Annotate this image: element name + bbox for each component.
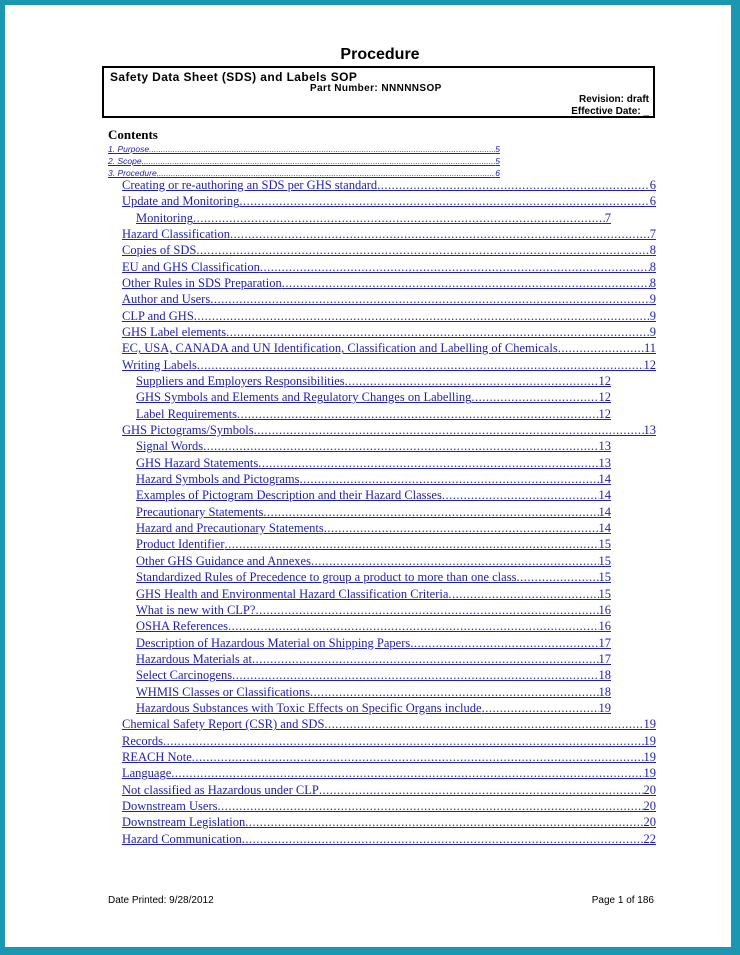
toc-entry[interactable]	[122, 324, 656, 340]
toc-entry-page: 15	[598, 553, 611, 568]
dot-leader	[171, 765, 643, 781]
toc-entry-title: EC, USA, CANADA and UN Identification, Classification and Labelling of Chemicals	[122, 341, 558, 356]
toc-subentry[interactable]	[136, 569, 611, 585]
toc-entry-page: 19	[598, 700, 611, 715]
toc-entry-title: Standardized Rules of Precedence to group a product to more than one class	[136, 570, 517, 585]
toc-entry-title: Chemical Safety Report (CSR) and SDS	[122, 717, 325, 732]
toc-entry[interactable]	[122, 716, 656, 732]
toc-entry-title: Creating or re-authoring an SDS per GHS standard	[122, 178, 378, 192]
dot-leader	[217, 798, 643, 814]
toc-entry-title: EU and GHS Classification	[122, 259, 260, 274]
document-page	[5, 5, 731, 947]
dot-leader	[442, 487, 599, 503]
dot-leader	[255, 602, 598, 618]
toc-subentry[interactable]	[136, 635, 611, 651]
toc-entry-page: 15	[598, 586, 611, 601]
toc-entry-page: 20	[643, 815, 656, 830]
dot-leader	[558, 340, 644, 356]
dot-leader	[252, 651, 599, 667]
effective-date: Effective Date: _	[571, 106, 649, 117]
dot-leader	[232, 667, 598, 683]
dot-leader	[300, 471, 599, 487]
toc-link-title: 3. Procedure	[108, 168, 157, 178]
dot-leader	[377, 177, 650, 193]
dot-leader	[263, 504, 598, 520]
toc-subentry[interactable]	[136, 684, 611, 700]
toc-entry-page: 12	[598, 374, 611, 389]
contents-heading: Contents	[108, 127, 158, 142]
toc-entry[interactable]	[122, 798, 656, 814]
toc-entry-page: 8	[649, 276, 656, 291]
toc-subentry[interactable]	[136, 504, 611, 520]
toc-link-page: 5	[495, 144, 500, 154]
toc-entry-title: CLP and GHS	[122, 308, 194, 323]
toc-entry-page: 12	[598, 390, 611, 405]
toc-link-title: 1. Purpose	[108, 144, 150, 154]
toc-entry-page: 13	[598, 455, 611, 470]
toc-entry-title: Suppliers and Employers Responsibilities	[136, 374, 345, 389]
toc-link-page: 5	[495, 156, 500, 166]
toc-entry-title: Monitoring	[136, 210, 193, 225]
toc-entry-page: 9	[649, 292, 656, 307]
toc-entry-title: GHS Pictograms/Symbols	[122, 423, 254, 438]
dot-leader	[203, 438, 598, 454]
toc-subentry[interactable]	[136, 602, 611, 618]
toc-entry-page: 13	[643, 423, 656, 438]
toc-entry[interactable]	[122, 193, 656, 209]
dot-leader	[197, 357, 644, 373]
dot-leader	[239, 193, 649, 209]
toc-entry-title: REACH Note	[122, 749, 192, 764]
dot-leader	[319, 782, 644, 798]
toc-entry-page: 15	[598, 537, 611, 552]
toc-entry-title: GHS Symbols and Elements and Regulatory Changes on Labelling	[136, 390, 472, 405]
toc-entry-title: Language	[122, 766, 172, 781]
toc-entry-page: 15	[598, 570, 611, 585]
toc-subentry[interactable]	[136, 471, 611, 487]
toc-entry[interactable]	[122, 275, 656, 291]
toc-entry-page: 22	[643, 831, 656, 846]
page-number: Page 1 of 186	[591, 895, 654, 906]
toc-entry-page: 7	[649, 227, 656, 242]
toc-subentry[interactable]	[136, 373, 611, 389]
toc-subentry[interactable]	[136, 438, 611, 454]
dot-leader	[448, 586, 598, 602]
toc-entry-title: Product Identifier	[136, 537, 225, 552]
dot-leader	[142, 155, 496, 167]
toc-entry-title: Not classified as Hazardous under CLP	[122, 782, 319, 797]
toc-entry[interactable]	[122, 422, 656, 438]
dot-leader	[482, 700, 599, 716]
toc-entry-title: GHS Hazard Statements	[136, 455, 259, 470]
toc-entry-title: WHMIS Classes or Classifications	[136, 684, 310, 699]
dot-leader	[149, 143, 495, 155]
toc-entry-title: Copies of SDS	[122, 243, 197, 258]
toc-entry-title: Update and Monitoring	[122, 194, 240, 209]
toc-entry-page: 20	[643, 798, 656, 813]
toc-subentry[interactable]	[136, 406, 611, 422]
dot-leader	[410, 635, 598, 651]
toc-entry-page: 7	[604, 210, 611, 225]
date-printed: Date Printed: 9/28/2012	[108, 895, 214, 906]
numbered-toc-list	[108, 143, 500, 179]
dot-leader	[311, 553, 599, 569]
toc-entry-page: 11	[643, 341, 656, 356]
toc-subentry[interactable]	[136, 520, 611, 536]
toc-entry-title: What is new with CLP?	[136, 602, 256, 617]
dot-leader	[230, 226, 650, 242]
dot-leader	[245, 814, 643, 830]
dot-leader	[516, 569, 598, 585]
toc-entry-title: Select Carcinogens	[136, 668, 233, 683]
toc-subentry[interactable]	[136, 455, 611, 471]
toc-entry[interactable]	[122, 226, 656, 242]
dot-leader	[228, 618, 599, 634]
toc-entry-page: 12	[598, 406, 611, 421]
toc-entry-page: 16	[598, 619, 611, 634]
toc-subentry[interactable]	[136, 536, 611, 552]
toc-entry-page: 17	[598, 651, 611, 666]
toc-entry[interactable]	[122, 340, 656, 356]
toc-entry-title: GHS Label elements	[122, 325, 227, 340]
dot-leader	[210, 291, 650, 307]
toc-entry-page: 19	[643, 717, 656, 732]
toc-entry-title: Writing Labels	[122, 357, 197, 372]
toc-entry-page: 9	[649, 325, 656, 340]
dot-leader	[242, 831, 644, 847]
toc-entry-title: GHS Health and Environmental Hazard Classification Criteria	[136, 586, 449, 601]
dot-leader	[254, 422, 644, 438]
toc-entry[interactable]	[122, 733, 656, 749]
dot-leader	[237, 406, 598, 422]
revision: Revision: draft	[578, 94, 649, 105]
toc-link-page: 6	[495, 168, 500, 178]
document-header-box	[102, 66, 655, 118]
toc-entry-page: 14	[598, 521, 611, 536]
dot-leader	[258, 455, 598, 471]
dot-leader	[260, 259, 650, 275]
toc-subentry[interactable]	[136, 651, 611, 667]
toc-entry-page: 9	[649, 308, 656, 323]
toc-entry-title: Hazard Classification	[122, 227, 230, 242]
toc-entry-title: Hazard and Precautionary Statements	[136, 521, 324, 536]
toc-entry-title: Author and Users	[122, 292, 211, 307]
toc-entry[interactable]	[122, 749, 656, 765]
toc-subentry[interactable]	[136, 667, 611, 683]
toc-entry-title: Label Requirements	[136, 406, 238, 421]
toc-entry-page: 6	[649, 194, 656, 209]
toc-entry-title: OSHA References	[136, 619, 228, 634]
toc-entry[interactable]	[122, 782, 656, 798]
document-name: Safety Data Sheet (SDS) and Labels SOP	[110, 70, 358, 84]
dot-leader	[193, 210, 605, 226]
part-number: Part Number: NNNNNSOP	[310, 83, 442, 94]
toc-entry-title: Examples of Pictogram Description and their Hazard Classes	[136, 488, 442, 503]
toc-subentry[interactable]	[136, 586, 611, 602]
toc-entry-page: 19	[643, 733, 656, 748]
toc-entry-page: 19	[643, 749, 656, 764]
dot-leader	[163, 733, 644, 749]
toc-entry-page: 6	[649, 178, 656, 192]
toc-link[interactable]	[108, 143, 500, 155]
toc-entry-title: Hazard Communication	[122, 831, 242, 846]
toc-subentry[interactable]	[136, 210, 611, 226]
toc-entry-page: 20	[643, 782, 656, 797]
toc-subentry[interactable]	[136, 700, 611, 716]
toc-entry-title: Description of Hazardous Material on Shipping Papers	[136, 635, 411, 650]
toc-entry-page: 17	[598, 635, 611, 650]
toc-subentry[interactable]	[136, 487, 611, 503]
dot-leader	[196, 242, 649, 258]
toc-entry[interactable]	[122, 357, 656, 373]
toc-subentry[interactable]	[136, 553, 611, 569]
toc-entry-page: 8	[649, 243, 656, 258]
toc-entry-page: 12	[643, 357, 656, 372]
toc-entry-title: Signal Words	[136, 439, 204, 454]
toc-entry-title: Other Rules in SDS Preparation	[122, 276, 282, 291]
toc-entry[interactable]	[122, 308, 656, 324]
dot-leader	[225, 536, 599, 552]
dot-leader	[324, 716, 643, 732]
toc-entry-title: Records	[122, 733, 163, 748]
toc-entry[interactable]	[122, 291, 656, 307]
toc-entry[interactable]	[122, 765, 656, 781]
dot-leader	[310, 684, 599, 700]
toc-entry[interactable]	[122, 177, 656, 193]
toc-entry-title: Downstream Users	[122, 798, 218, 813]
toc-entry-title: Hazard Symbols and Pictograms	[136, 472, 300, 487]
toc-link[interactable]	[108, 155, 500, 167]
toc-entry-title: Other GHS Guidance and Annexes	[136, 553, 311, 568]
dot-leader	[345, 373, 599, 389]
toc-entry-page: 18	[598, 684, 611, 699]
toc-entry-title: Hazardous Substances with Toxic Effects on Specific Organs include	[136, 700, 482, 715]
toc-entry-page: 14	[598, 504, 611, 519]
toc-entry-page: 13	[598, 439, 611, 454]
toc-entry-title: Precautionary Statements	[136, 504, 264, 519]
toc-entry-page: 14	[598, 488, 611, 503]
toc-entry-title: Hazardous Materials at	[136, 651, 252, 666]
toc-entry-page: 16	[598, 602, 611, 617]
dot-leader	[194, 308, 650, 324]
toc-subentry[interactable]	[136, 618, 611, 634]
toc-entry[interactable]	[122, 831, 656, 847]
dot-leader	[226, 324, 650, 340]
toc-entry[interactable]	[122, 259, 656, 275]
toc-entry-page: 19	[643, 766, 656, 781]
dot-leader	[324, 520, 599, 536]
document-title: Procedure	[340, 46, 420, 63]
toc-entry-page: 14	[598, 472, 611, 487]
toc-entry-page: 8	[649, 259, 656, 274]
dot-leader	[471, 389, 598, 405]
toc-link-title: 2. Scope	[108, 156, 142, 166]
toc-entry[interactable]	[122, 814, 656, 830]
toc-entry[interactable]	[122, 242, 656, 258]
toc-entry-title: Downstream Legislation	[122, 815, 246, 830]
dot-leader	[192, 749, 644, 765]
toc-subentry[interactable]	[136, 389, 611, 405]
toc-entry-page: 18	[598, 668, 611, 683]
dot-leader	[282, 275, 650, 291]
